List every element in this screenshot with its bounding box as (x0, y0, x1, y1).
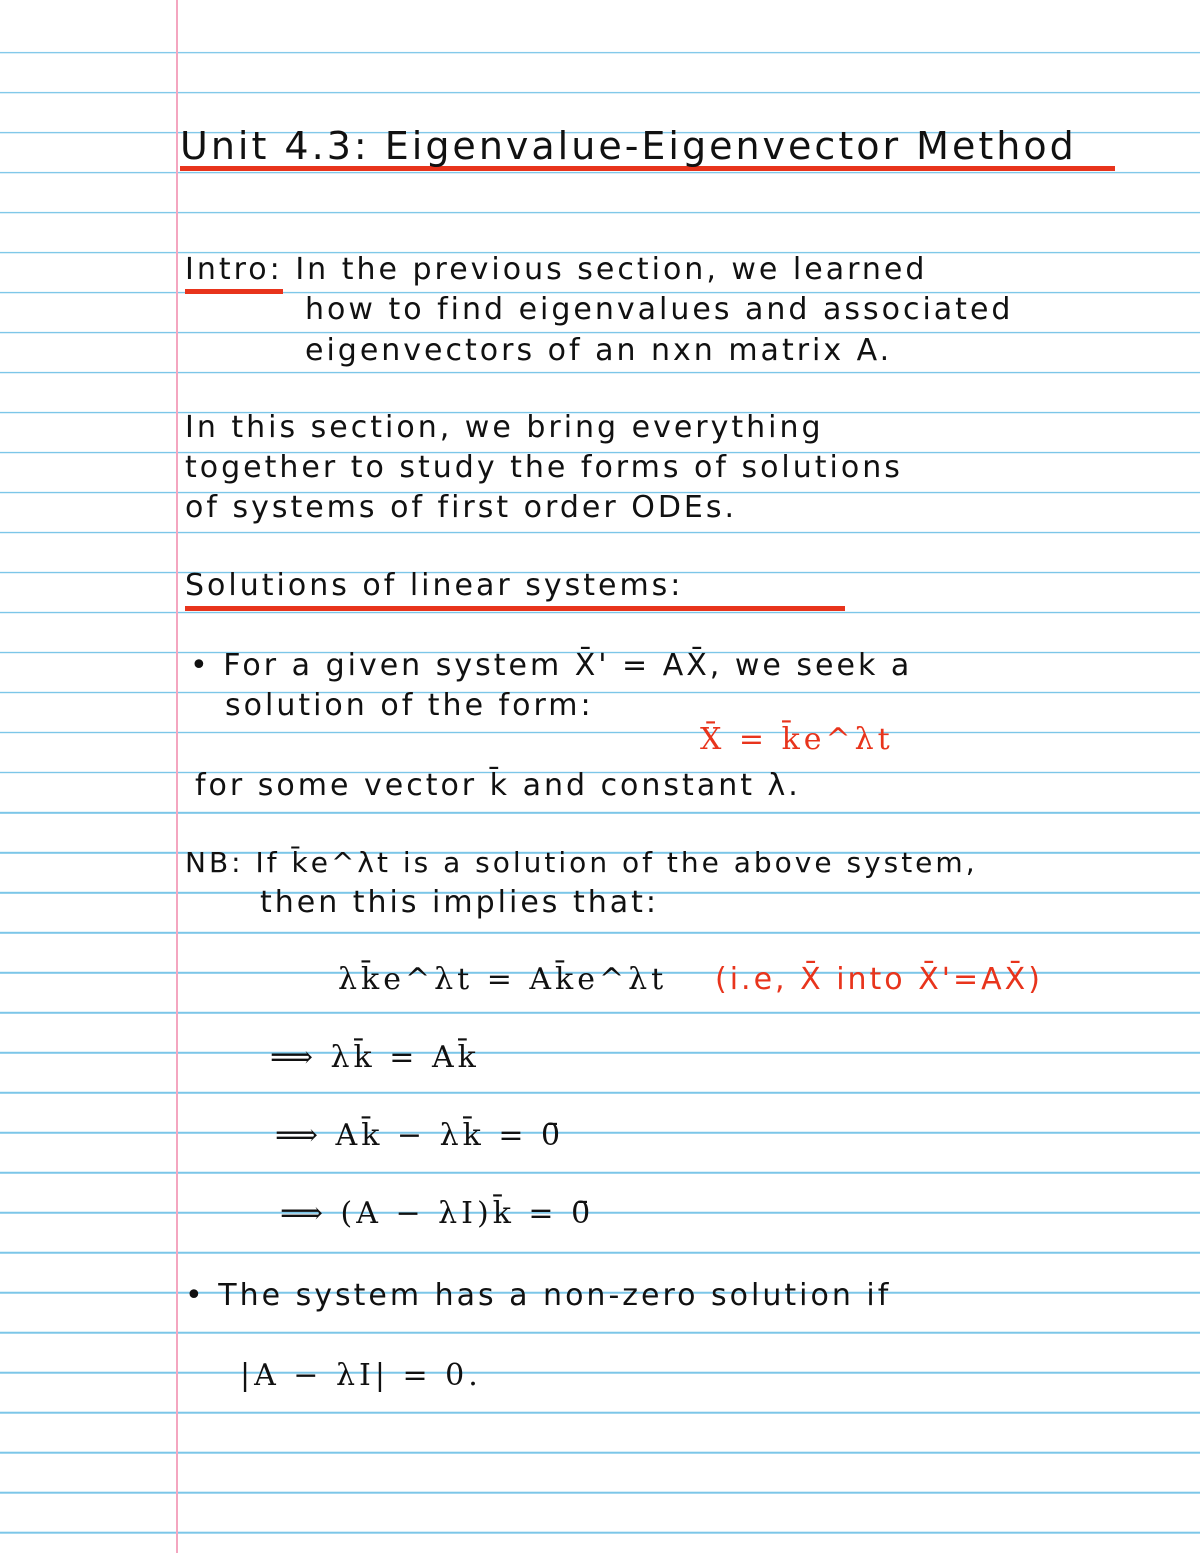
intro-line-2: how to find eigenvalues and associated (305, 292, 1014, 327)
section-para-line-1: In this section, we bring everything (185, 410, 824, 445)
equation-1: λk̄e^λt = Ak̄e^λt (338, 962, 668, 997)
bullet-1-line-1 (190, 648, 912, 684)
bullet-1-text: For a given system X̄' = AX̄, we seek a (223, 648, 913, 683)
equation-3: ⟹ Ak̄ − λk̄ = 0̄ (275, 1118, 565, 1153)
nb-line-2: then this implies that: (260, 885, 659, 920)
bullet-dot-icon: • (190, 648, 211, 683)
intro-text-1: In the previous section, we learned (295, 252, 928, 287)
page-title: Unit 4.3: Eigenvalue-Eigenvector Method (180, 128, 1115, 171)
determinant-equation: |A − λI| = 0. (240, 1358, 482, 1393)
section-heading: Solutions of linear systems: (185, 568, 845, 611)
intro-line-3: eigenvectors of an nxn matrix A. (305, 333, 893, 368)
equation-1-note: (i.e, X̄ into X̄'=AX̄) (715, 962, 1043, 997)
section-para-line-3: of systems of first order ODEs. (185, 490, 738, 525)
section-para-line-2: together to study the forms of solutions (185, 450, 903, 485)
bullet-1-line-3: for some vector k̄ and constant λ. (195, 768, 801, 803)
nb-line-1: NB: If k̄e^λt is a solution of the above system, (185, 846, 978, 879)
equation-2: ⟹ λk̄ = Ak̄ (270, 1040, 480, 1075)
solution-form-formula: X̄ = k̄e^λt (700, 722, 894, 757)
intro-line-1 (185, 252, 927, 288)
notebook-margin-line (176, 0, 178, 1553)
equation-4: ⟹ (A − λI)k̄ = 0̄ (280, 1196, 595, 1231)
intro-label: Intro: (185, 252, 283, 294)
bullet-2-text: The system has a non-zero solution if (218, 1278, 892, 1313)
bullet-dot-icon: • (185, 1278, 206, 1313)
bullet-2-line-1 (185, 1278, 891, 1314)
bullet-1-line-2: solution of the form: (225, 688, 594, 723)
